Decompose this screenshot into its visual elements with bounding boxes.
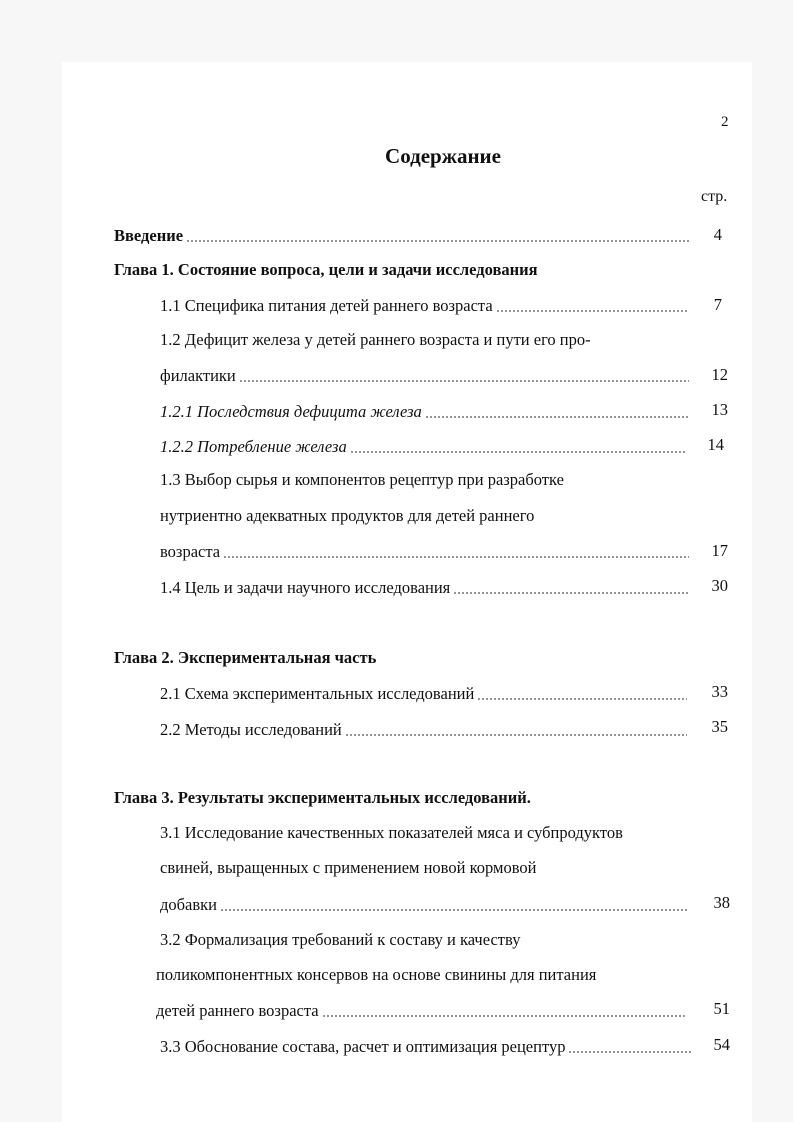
page-title: Содержание (385, 144, 501, 168)
toc-entry-1-2-line1: 1.2 Дефицит железа у детей раннего возраста и пути его про- (160, 330, 591, 349)
toc-entry-label: 2.1 Схема экспериментальных исследований (160, 684, 475, 703)
toc-entry-3-1-line2: свиней, выращенных с применением новой кормовой (160, 858, 537, 877)
toc-entry-2-2 (160, 716, 690, 740)
toc-entry-page: 30 (711, 576, 728, 595)
toc-entry-1-4 (160, 574, 692, 598)
toc-entry-label: 1.1 Специфика питания детей раннего возраста (160, 296, 493, 315)
toc-entry-label: 3.3 Обоснование состава, расчет и оптимизация рецептур (160, 1037, 566, 1056)
dot-leader (453, 592, 689, 594)
toc-entry-2-1 (160, 680, 690, 704)
toc-entry-page: 38 (713, 893, 730, 912)
toc-entry-label: 1.4 Цель и задачи научного исследования (160, 578, 451, 597)
toc-entry-page: 51 (713, 999, 730, 1018)
dot-leader (186, 240, 691, 242)
toc-entry-label: возраста (160, 542, 221, 561)
chapter-1-title: Глава 1. Состояние вопроса, цели и задачи исследования (114, 260, 538, 279)
toc-entry-label: 1.2.2 Потребление железа (160, 437, 347, 456)
toc-entry-1-2 (160, 362, 692, 386)
toc-entry-label: 1.2.1 Последствия дефицита железа (160, 402, 422, 421)
toc-entry-intro (114, 222, 694, 246)
toc-entry-page: 4 (713, 225, 722, 244)
page-number: 2 (721, 114, 729, 130)
toc-entry-page: 33 (711, 682, 728, 701)
toc-entry-label: 2.2 Методы исследований (160, 720, 342, 739)
toc-entry-3-1 (160, 891, 692, 915)
dot-leader (568, 1051, 691, 1053)
toc-entry-1-3 (160, 538, 692, 562)
toc-entry-page: 14 (707, 435, 724, 454)
toc-entry-label: детей раннего возраста (156, 1001, 319, 1020)
toc-entry-label: Введение (114, 226, 184, 245)
dot-leader (220, 909, 689, 911)
toc-entry-page: 12 (711, 365, 728, 384)
toc-entry-page: 7 (713, 295, 722, 314)
toc-entry-label: добавки (160, 895, 218, 914)
dot-leader (425, 416, 689, 418)
dot-leader (223, 556, 689, 558)
toc-entry-1-1 (160, 292, 692, 316)
chapter-2-title: Глава 2. Экспериментальная часть (114, 648, 377, 667)
toc-entry-1-2-2 (160, 433, 690, 457)
dot-leader (345, 734, 687, 736)
chapter-3-title: Глава 3. Результаты экспериментальных исследований. (114, 788, 531, 807)
toc-entry-page: 54 (713, 1035, 730, 1054)
dot-leader (477, 698, 687, 700)
toc-entry-page: 13 (711, 400, 728, 419)
toc-entry-1-2-1 (160, 398, 692, 422)
dot-leader (350, 451, 687, 453)
toc-entry-1-3-line1: 1.3 Выбор сырья и компонентов рецептур при разработке (160, 470, 564, 489)
toc-entry-label: филактики (160, 366, 236, 385)
dot-leader (496, 310, 689, 312)
toc-entry-1-3-line2: нутриентно адекватных продуктов для детей раннего (160, 506, 535, 525)
page-column-header: стр. (701, 188, 728, 205)
toc-entry-3-2-line2: поликомпонентных консервов на основе свинины для питания (156, 965, 597, 984)
toc-entry-page: 35 (711, 717, 728, 736)
toc-entry-3-2 (156, 997, 690, 1021)
dot-leader (322, 1015, 687, 1017)
dot-leader (239, 380, 689, 382)
toc-entry-page: 17 (711, 541, 728, 560)
toc-entry-3-3 (160, 1033, 694, 1057)
toc-entry-3-2-line1: 3.2 Формализация требований к составу и качеству (160, 930, 521, 949)
toc-entry-3-1-line1: 3.1 Исследование качественных показателей мяса и субпродуктов (160, 823, 623, 842)
